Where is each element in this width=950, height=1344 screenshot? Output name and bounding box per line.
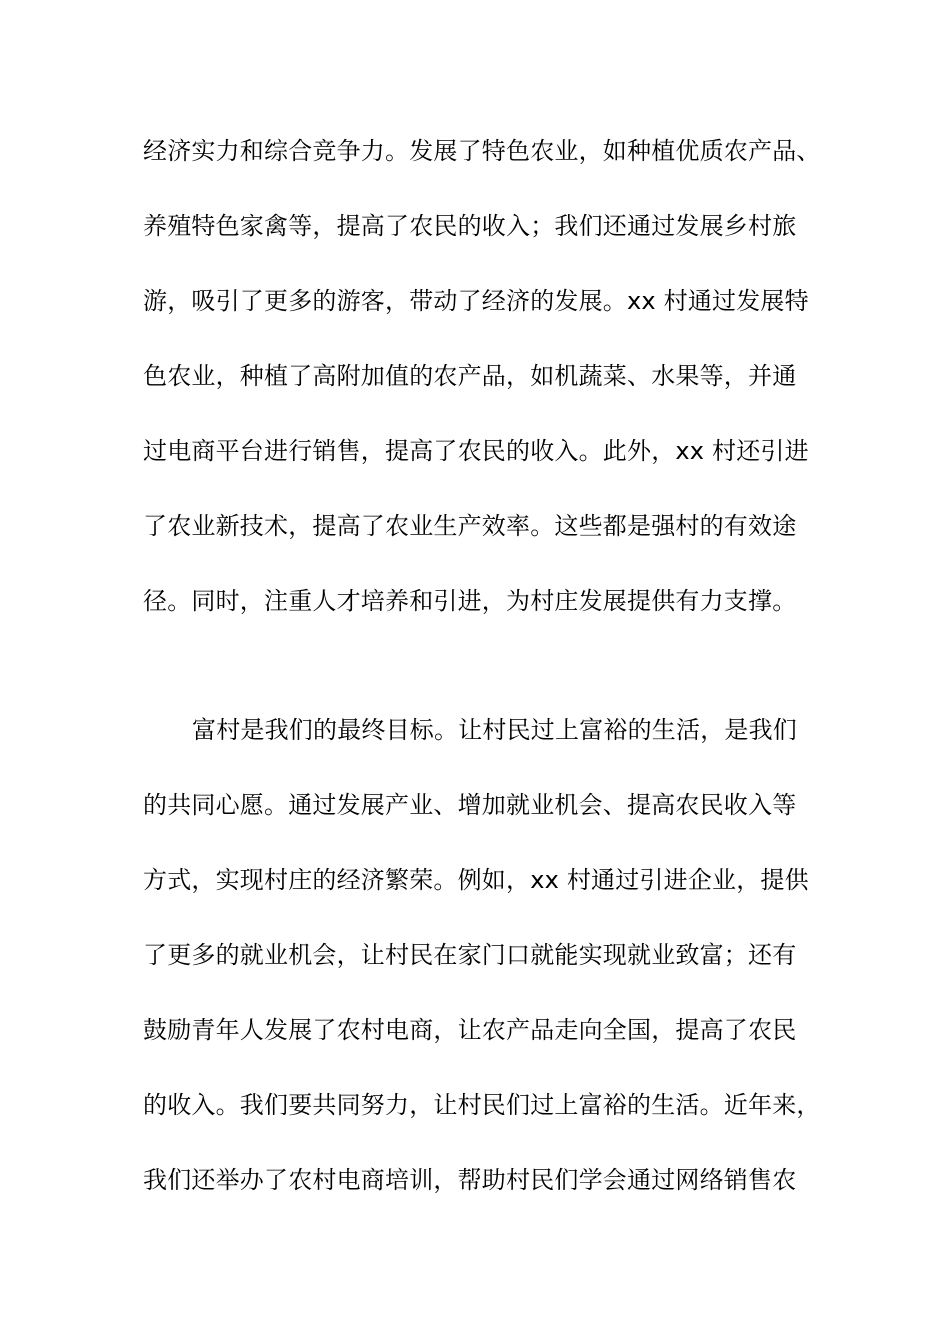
- paragraph-line: 的共同心愿。通过发展产业、增加就业机会、提高农民收入等: [143, 791, 797, 819]
- paragraph-line: 方式，实现村庄的经济繁荣。例如，xx 村通过引进企业，提供: [143, 866, 809, 894]
- paragraph-line: 养殖特色家禽等，提高了农民的收入；我们还通过发展乡村旅: [143, 212, 797, 240]
- paragraph-line: 了农业新技术，提高了农业生产效率。这些都是强村的有效途: [143, 512, 797, 540]
- paragraph-line: 的收入。我们要共同努力，让村民们过上富裕的生活。近年来，: [143, 1091, 821, 1119]
- paragraph-line: 鼓励青年人发展了农村电商，让农产品走向全国，提高了农民: [143, 1016, 797, 1044]
- paragraph-line: 游，吸引了更多的游客，带动了经济的发展。xx 村通过发展特: [143, 287, 809, 315]
- paragraph-line: 了更多的就业机会，让村民在家门口就能实现就业致富；还有: [143, 941, 797, 969]
- paragraph-line: 色农业，种植了高附加值的农产品，如机蔬菜、水果等，并通: [143, 362, 797, 390]
- paragraph-line: 经济实力和综合竞争力。发展了特色农业，如种植优质农产品、: [143, 137, 821, 165]
- paragraph-line: 过电商平台进行销售，提高了农民的收入。此外，xx 村还引进: [143, 437, 809, 465]
- paragraph-line: 富村是我们的最终目标。让村民过上富裕的生活，是我们: [192, 716, 797, 744]
- paragraph-line: 径。同时，注重人才培养和引进，为村庄发展提供有力支撑。: [143, 587, 797, 615]
- paragraph-line: 我们还举办了农村电商培训，帮助村民们学会通过网络销售农: [143, 1166, 797, 1194]
